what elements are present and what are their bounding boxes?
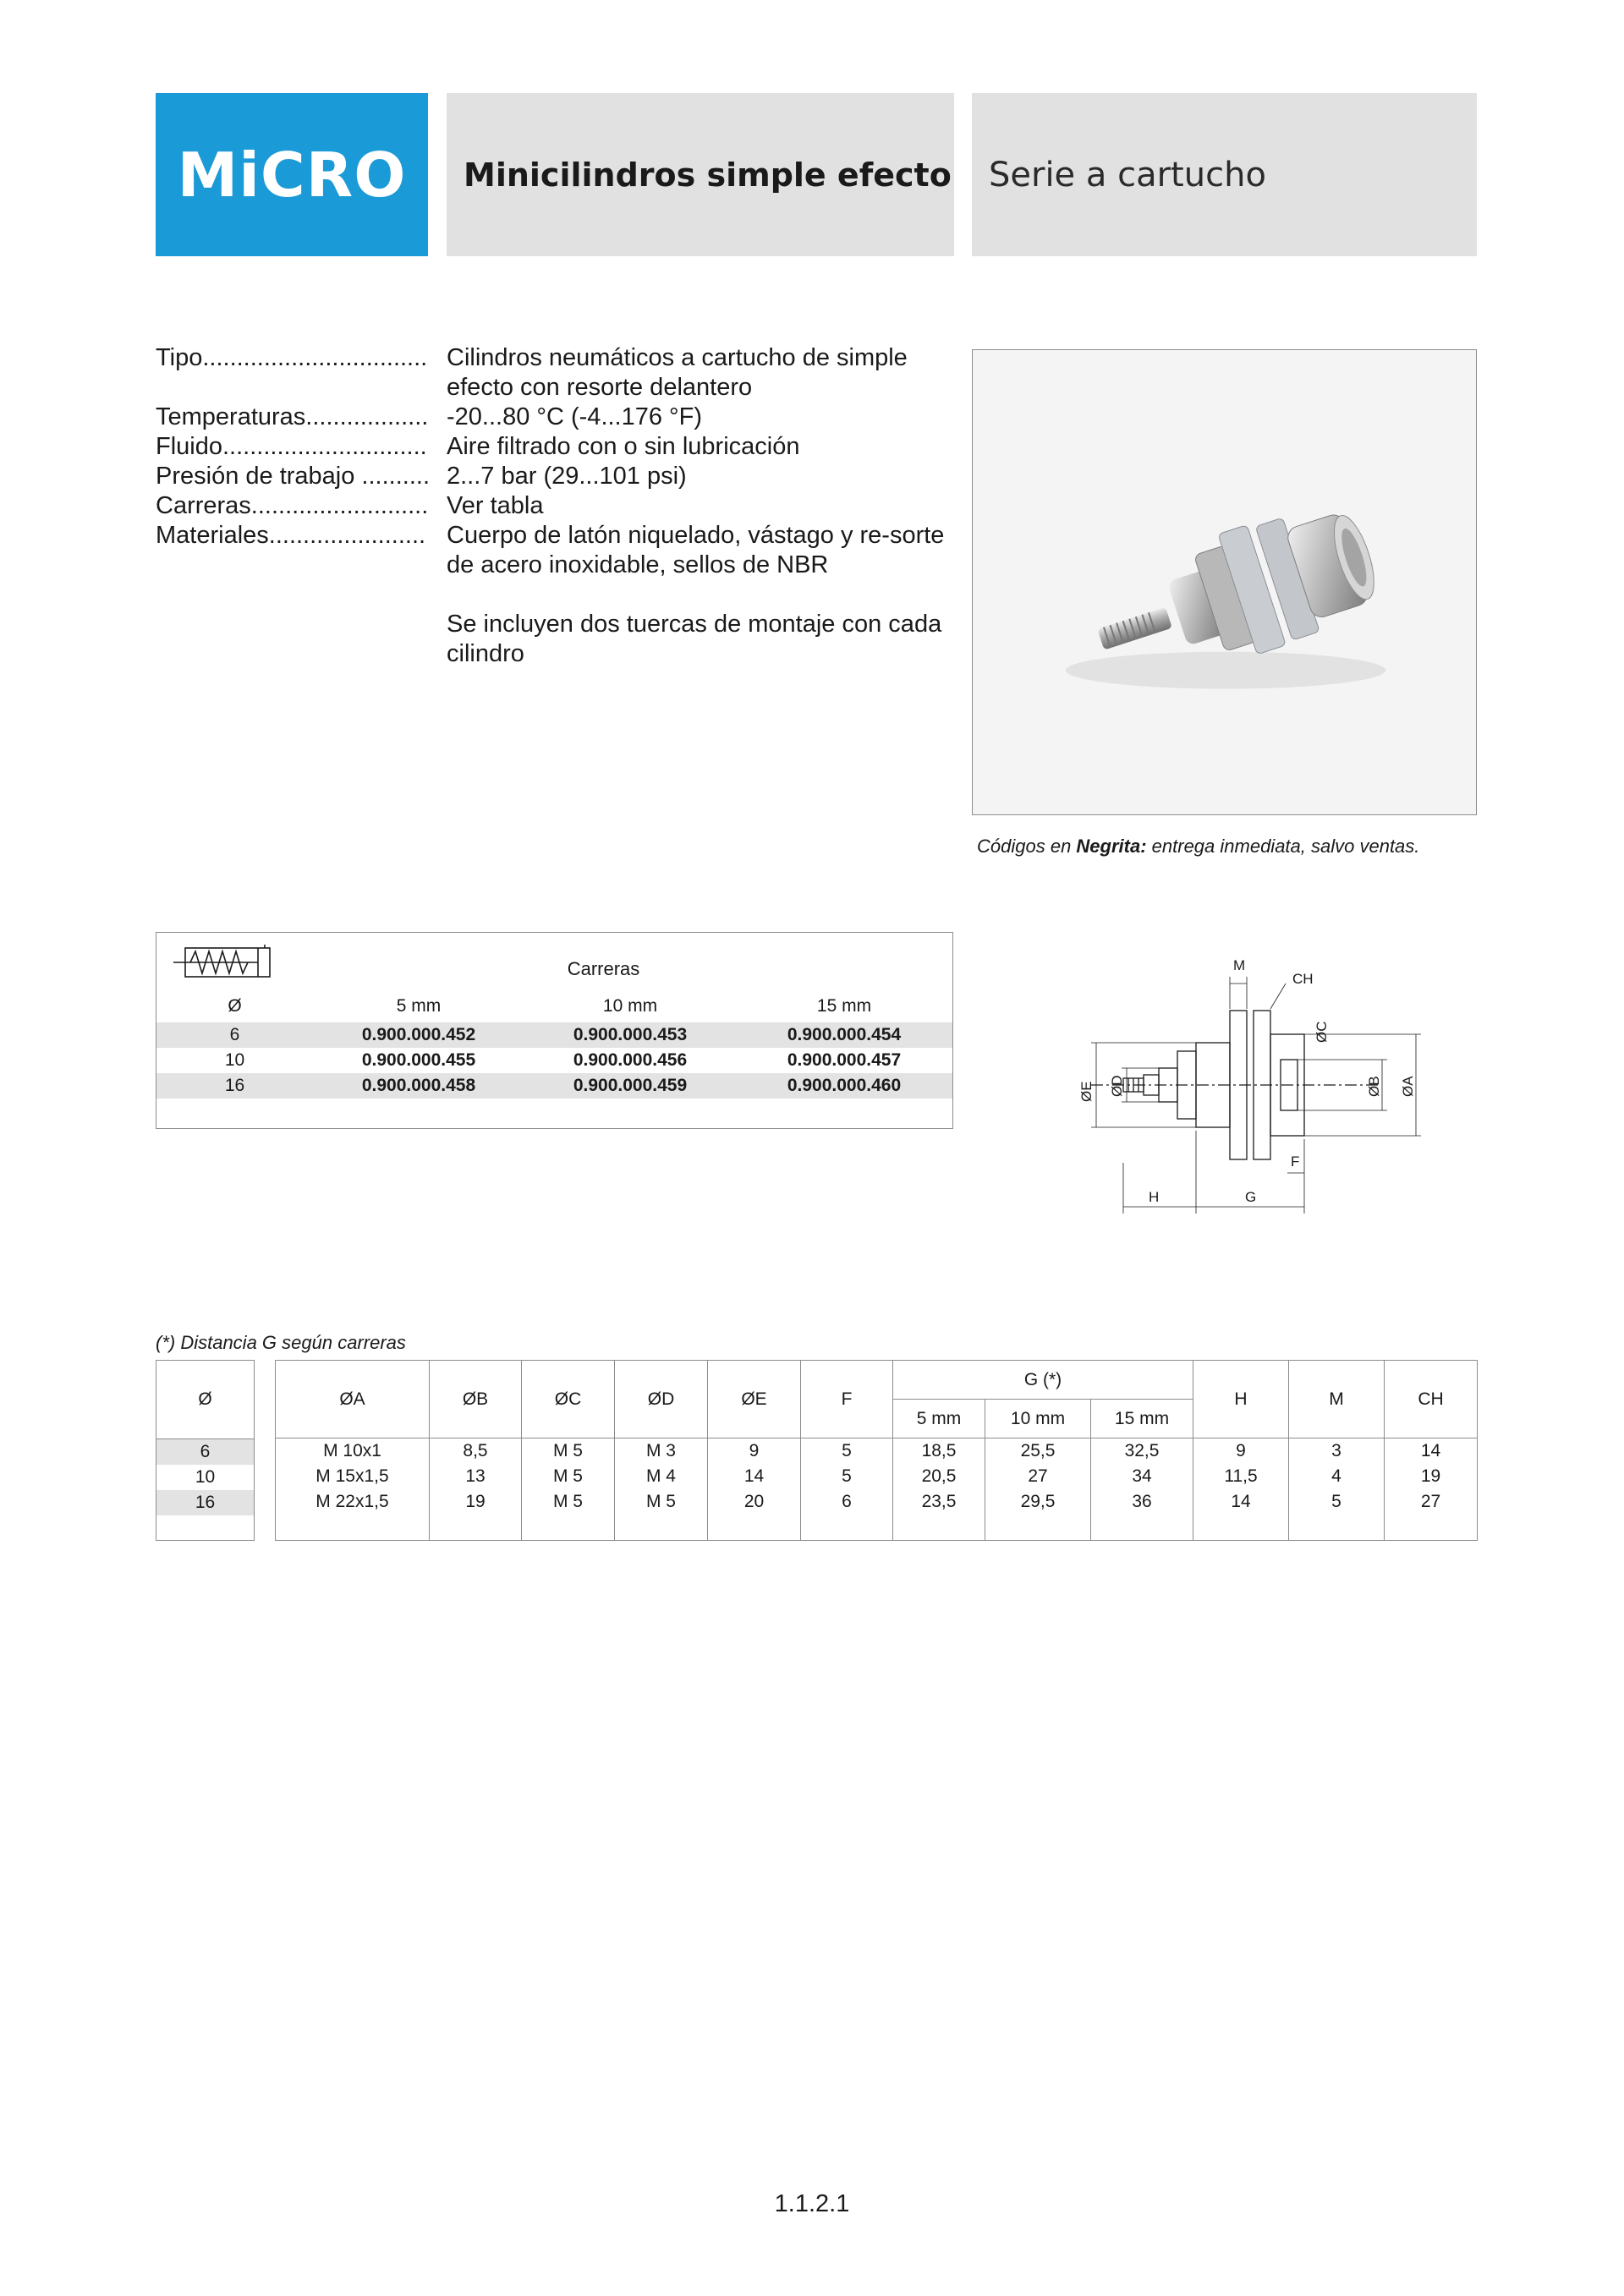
label-ch: CH [1292,971,1314,987]
codes-note-prefix: Códigos en [977,836,1077,857]
pneumatic-symbol-icon [173,945,273,978]
cell: 9 [1193,1438,1289,1465]
label-oc: ØC [1314,1021,1330,1043]
cell: M 15x1,5 [276,1464,430,1489]
col-diameter: Ø [228,996,242,1016]
col-m: M [1289,1361,1385,1438]
cell: 29,5 [985,1489,1091,1515]
cell: 5 [801,1464,893,1489]
spec-label: Temperaturas.................. [156,403,429,430]
col-10mm: 10 mm [602,996,658,1016]
cell: 14 [1385,1438,1478,1465]
col-oa: ØA [276,1361,430,1438]
codes-note [977,836,1419,858]
cell: 18,5 [893,1438,985,1465]
page-title: Minicilindros simple efecto [447,93,954,256]
cell-code: 0.900.000.460 [736,1073,952,1099]
label-g: G [1245,1189,1257,1205]
cell: 19 [1385,1464,1478,1489]
spec-value: -20...80 °C (-4...176 °F) [447,403,703,430]
cell: M 5 [522,1489,615,1515]
cell: 36 [1091,1489,1193,1515]
cell-code: 0.900.000.454 [736,1022,952,1048]
dims-diameter-cell: 10 [195,1467,216,1487]
cell: 14 [1193,1489,1289,1515]
cell: 23,5 [893,1489,985,1515]
col-5mm: 5 mm [396,996,442,1016]
thread-rod [1097,607,1172,650]
table-row [276,1489,1478,1515]
cell-code: 0.900.000.456 [573,1050,688,1070]
col-f: F [801,1361,893,1438]
cell: 20 [708,1489,801,1515]
label-m: M [1233,957,1246,973]
dims-table [275,1360,1478,1541]
cell-code: 0.900.000.457 [787,1050,902,1070]
spec-value: Cilindros neumáticos a cartucho de simple efecto con resorte delantero [447,344,908,401]
col-od: ØD [615,1361,708,1438]
cell: 11,5 [1193,1464,1289,1489]
table-header-row [276,1361,1478,1400]
col-oc: ØC [522,1361,615,1438]
cell-code: 0.900.000.458 [313,1073,524,1099]
col-g10: 10 mm [985,1400,1091,1438]
label-oa: ØA [1400,1076,1416,1097]
cell: 5 [801,1438,893,1465]
spec-label: Materiales....................... [156,522,426,549]
cell-code: 0.900.000.459 [524,1073,736,1099]
spec-value: Aire filtrado con o sin lubricación [447,433,800,460]
page-number: 1.1.2.1 [774,2190,850,2217]
cell: 34 [1091,1464,1193,1489]
cell: M 4 [615,1464,708,1489]
cell: 27 [1385,1489,1478,1515]
dims-diameter-header: Ø [156,1361,254,1439]
col-g15: 15 mm [1091,1400,1193,1438]
label-od: ØD [1109,1075,1125,1097]
spec-value: 2...7 bar (29...101 psi) [447,463,687,490]
cell: 4 [1289,1464,1385,1489]
product-photo [972,349,1477,815]
table-row [156,1022,952,1048]
spec-list [156,343,951,669]
spec-label: Tipo................................. [156,344,428,371]
codes-table [156,932,953,1129]
spec-row [156,403,951,432]
dimension-drawing [1023,951,1429,1226]
cell: M 5 [522,1464,615,1489]
cell: M 5 [615,1489,708,1515]
cell-diameter: 10 [224,1050,245,1070]
cell-code: 0.900.000.453 [524,1022,736,1048]
table-spacer-row [276,1515,1478,1541]
label-oe: ØE [1078,1081,1095,1102]
table-row [156,1048,952,1073]
dims-diameter-cell: 6 [156,1439,254,1465]
table-row [156,1073,952,1099]
col-h: H [1193,1361,1289,1438]
spec-label: Fluido.............................. [156,433,427,460]
cell: M 3 [615,1438,708,1465]
col-ch: CH [1385,1361,1478,1438]
cell: 8,5 [430,1438,522,1465]
codes-grid [156,990,952,1099]
spec-value: Ver tabla [447,492,544,519]
page-subtitle: Serie a cartucho [972,93,1477,256]
label-f: F [1291,1153,1300,1170]
cell: M 5 [522,1438,615,1465]
label-ob: ØB [1366,1076,1382,1097]
spec-row [156,491,951,521]
dims-note: (*) Distancia G según carreras [156,1332,406,1353]
cell: 20,5 [893,1464,985,1489]
brand-logo [156,93,428,256]
spec-row [156,432,951,462]
col-15mm: 15 mm [816,996,872,1016]
spec-note: Se incluyen dos tuercas de montaje con cada cilindro [447,611,942,667]
cell-code: 0.900.000.452 [313,1022,524,1048]
col-oe: ØE [708,1361,801,1438]
label-h: H [1149,1189,1160,1205]
cell: 19 [430,1489,522,1515]
table-row [276,1438,1478,1465]
spec-value: Cuerpo de latón niquelado, vástago y re-sorte de acero inoxidable, sellos de NBR [447,522,945,578]
carreras-header: Carreras [567,958,640,979]
spec-label: Carreras.......................... [156,492,429,519]
cylinder-illustration [973,350,1476,814]
cell: 3 [1289,1438,1385,1465]
cell: 6 [801,1489,893,1515]
cell: M 10x1 [276,1438,430,1465]
dims-diameter-cell: 16 [156,1490,254,1515]
dims-diameter-column [156,1360,255,1541]
brand-logo-text: MiCRO [177,139,407,211]
table-row [276,1464,1478,1489]
cell: 25,5 [985,1438,1091,1465]
codes-note-suffix: entrega inmediata, salvo ventas. [1146,836,1420,857]
cell: 27 [985,1464,1091,1489]
col-ob: ØB [430,1361,522,1438]
spec-row [156,521,951,580]
spec-label: Presión de trabajo .......... [156,463,430,490]
col-g5: 5 mm [893,1400,985,1438]
spec-row [156,462,951,491]
cell-diameter: 16 [156,1073,313,1099]
cell: 32,5 [1091,1438,1193,1465]
cell: 13 [430,1464,522,1489]
cell: 5 [1289,1489,1385,1515]
cell: 14 [708,1464,801,1489]
cell: M 22x1,5 [276,1489,430,1515]
cell-code: 0.900.000.455 [361,1050,476,1070]
spec-row [156,343,951,403]
cell: 9 [708,1438,801,1465]
col-g: G (*) [893,1361,1193,1400]
cell-diameter: 6 [156,1022,313,1048]
table-header-row [156,990,952,1022]
codes-note-bold: Negrita: [1076,836,1147,857]
